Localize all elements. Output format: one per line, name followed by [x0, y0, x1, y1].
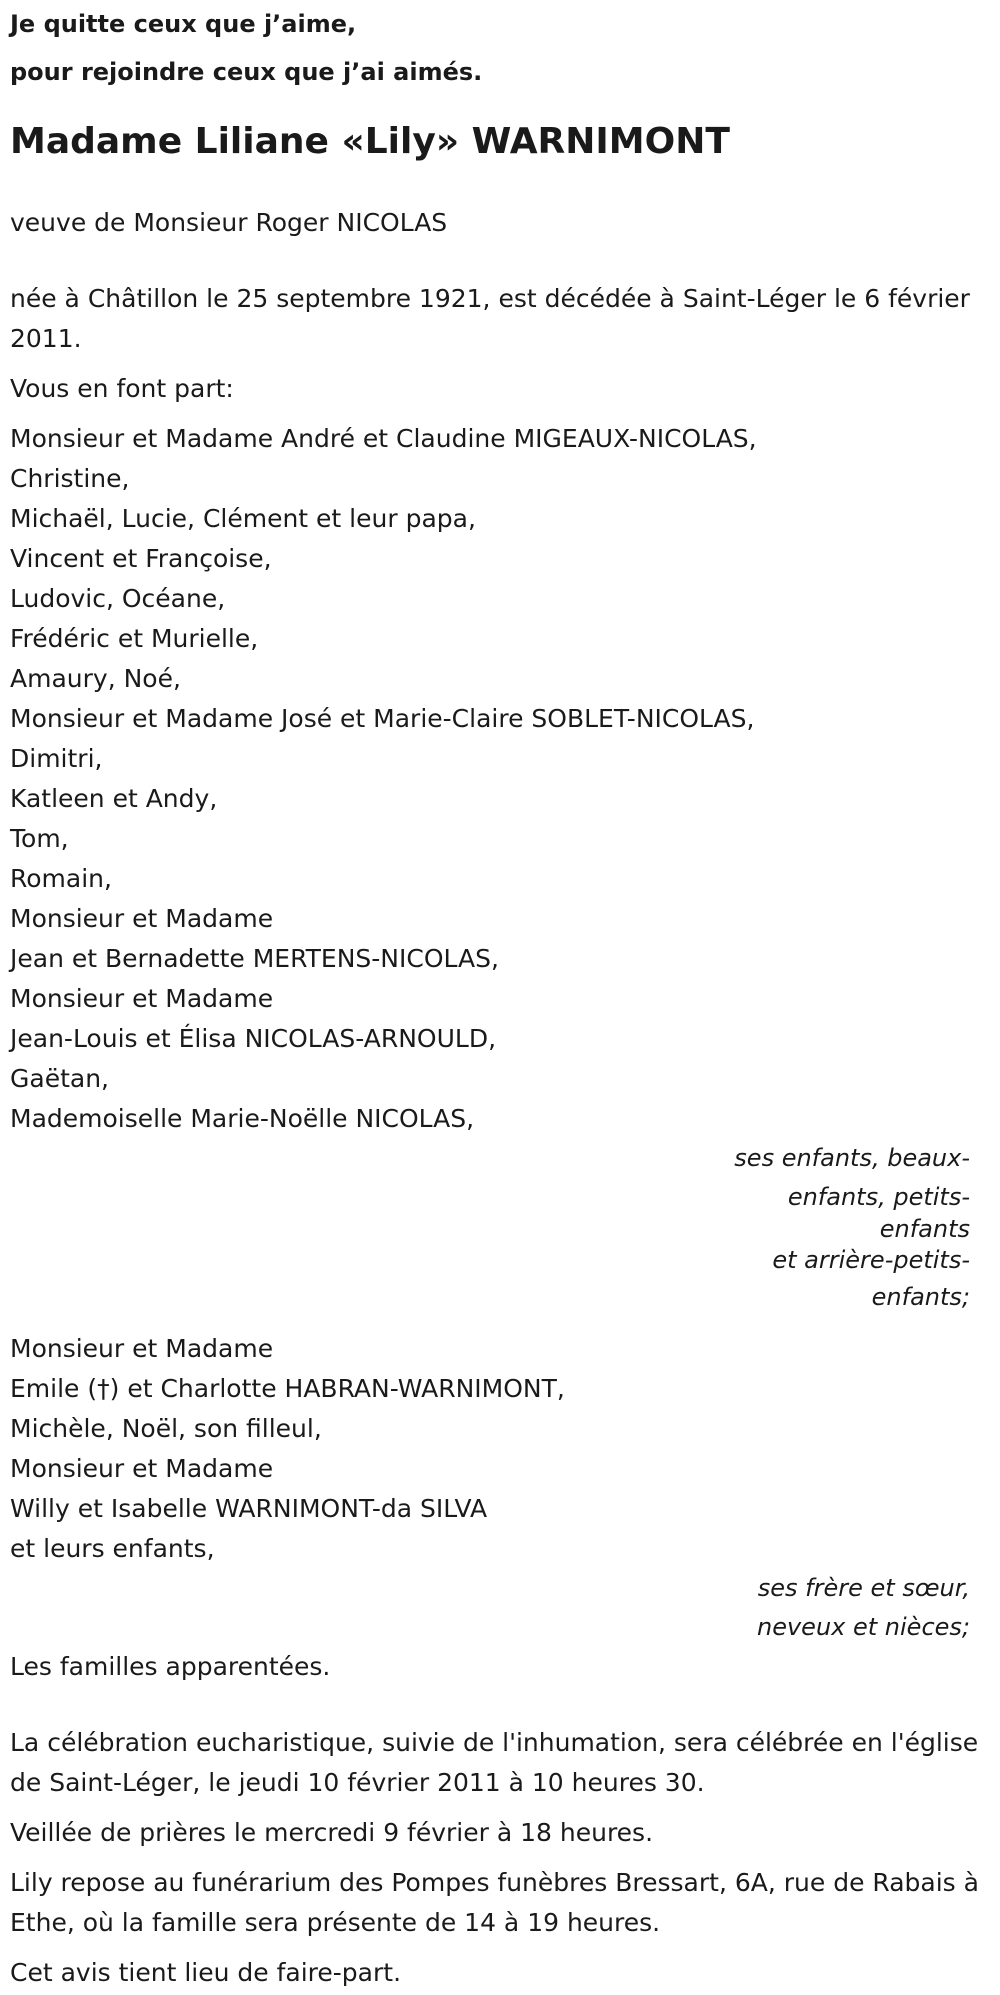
family-line: Romain, — [10, 864, 112, 894]
quote-line: Je quitte ceux que j’aime, — [10, 10, 357, 38]
family-line: Ludovic, Océane, — [10, 584, 226, 614]
family-line: Michaël, Lucie, Clément et leur papa, — [10, 504, 476, 534]
family-line: Dimitri, — [10, 744, 103, 774]
relation-line: et arrière-petits- — [772, 1246, 970, 1275]
family-line: Amaury, Noé, — [10, 664, 181, 694]
relation-siblings — [10, 1569, 980, 1647]
family-line: Katleen et Andy, — [10, 784, 218, 814]
closing-line: Cet avis tient lieu de faire-part. — [10, 1958, 402, 1988]
deceased-name: Madame Liliane «Lily» WARNIMONT — [10, 121, 730, 162]
related-families-line: Les familles apparentées. — [10, 1652, 331, 1682]
relation-line: ses frère et sœur, — [757, 1574, 970, 1603]
family-line: Monsieur et Madame André et Claudine MIGEAUX-NICOLAS, — [10, 424, 757, 454]
family-line: Willy et Isabelle WARNIMONT-da SILVA — [10, 1494, 488, 1524]
family-line: Michèle, Noël, son filleul, — [10, 1414, 322, 1444]
relation-line: enfants, petits- — [787, 1183, 970, 1212]
family-line: Jean-Louis et Élisa NICOLAS-ARNOULD, — [10, 1024, 497, 1054]
vigil-line: Veillée de prières le mercredi 9 février à 18 heures. — [10, 1818, 654, 1848]
family-line: Monsieur et Madame — [10, 984, 274, 1014]
family-line: Tom, — [10, 824, 69, 854]
family-line: Monsieur et Madame — [10, 904, 274, 934]
family-line: Mademoiselle Marie-Noëlle NICOLAS, — [10, 1104, 475, 1134]
family-line: Jean et Bernadette MERTENS-NICOLAS, — [10, 944, 499, 974]
family-line: Frédéric et Murielle, — [10, 624, 259, 654]
relation-line: neveux et nièces; — [757, 1613, 970, 1642]
family-line: Monsieur et Madame — [10, 1454, 274, 1484]
relation-line: ses enfants, beaux- — [734, 1144, 970, 1173]
announce-line: Vous en font part: — [10, 374, 234, 404]
relation-line: enfants; — [871, 1283, 970, 1312]
family-line: Gaëtan, — [10, 1064, 109, 1094]
family-line: Christine, — [10, 464, 130, 494]
family-line: Emile (†) et Charlotte HABRAN-WARNIMONT, — [10, 1374, 565, 1404]
relation-children — [710, 1139, 980, 1317]
family-group-siblings — [10, 1329, 980, 1569]
quote-line: pour rejoindre ceux que j’ai aimés. — [10, 58, 483, 86]
widow-of-line: veuve de Monsieur Roger NICOLAS — [10, 208, 448, 238]
family-line: Monsieur et Madame — [10, 1334, 274, 1364]
family-group-children — [10, 419, 980, 1139]
relation-line: enfants — [879, 1215, 970, 1244]
family-line: et leurs enfants, — [10, 1534, 215, 1564]
family-line: Vincent et Françoise, — [10, 544, 272, 574]
family-line: Monsieur et Madame José et Marie-Claire SOBLET-NICOLAS, — [10, 704, 755, 734]
funeral-home-paragraph: Lily repose au funérarium des Pompes funèbres Bressart, 6A, rue de Rabais à Ethe, où la famille sera présente de 14 à 19 heures. — [10, 1868, 979, 1938]
birth-death-line: née à Châtillon le 25 septembre 1921, est décédée à Saint-Léger le 6 février 2011. — [10, 284, 970, 354]
ceremony-paragraph: La célébration eucharistique, suivie de l'inhumation, sera célébrée en l'église de Saint-Léger, le jeudi 10 février 2011 à 10 heures 30. — [10, 1728, 979, 1798]
epigraph-quote — [10, 0, 980, 96]
